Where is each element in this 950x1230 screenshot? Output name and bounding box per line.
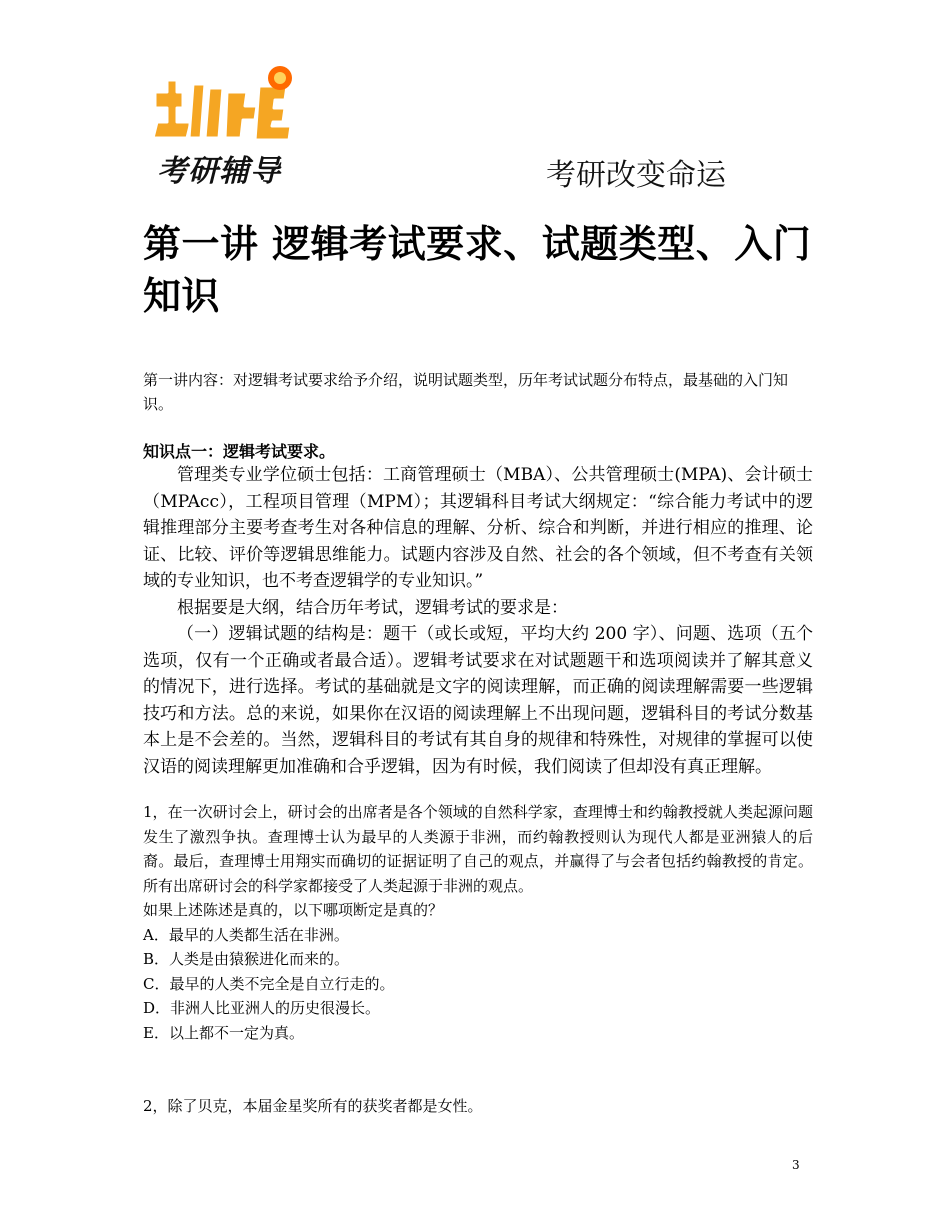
question-prompt: 如果上述陈述是真的，以下哪项断定是真的？ xyxy=(143,901,444,919)
question-1 xyxy=(143,800,813,1045)
body-paragraph: 根据要是大纲，结合历年考试，逻辑考试的要求是： xyxy=(177,597,568,618)
knowledge-point-title: 知识点一：逻辑考试要求。 xyxy=(143,442,336,461)
lecture-intro: 第一讲内容：对逻辑考试要求给予介绍，说明试题类型，历年考试试题分布特点，最基础的入门知识。 xyxy=(143,371,789,413)
lecture-title: 第一讲 逻辑考试要求、试题类型、入门知识 xyxy=(143,222,812,318)
logo-mark-icon xyxy=(147,62,297,142)
page-number: 3 xyxy=(792,1158,800,1172)
logo-subtitle: 考研辅导 xyxy=(157,154,281,189)
option-d: D．非洲人比亚洲人的历史很漫长。 xyxy=(143,999,381,1017)
knowledge-point-body xyxy=(143,462,813,780)
slogan: 考研改变命运 xyxy=(546,158,726,193)
option-c: C．最早的人类不完全是自立行走的。 xyxy=(143,974,395,993)
question-stem: 1，在一次研讨会上，研讨会的出席者是各个领域的自然科学家，查理博士和约翰教授就人类起源问题发生了激烈争执。查理博士认为最早的人类源于非洲，而约翰教授则认为现代人都是亚洲猿人的后裔。最后，查理博士用翔实而确切的证据证明了自己的观点，并赢得了与会者包括约翰教授的肯定。所有出席研讨会的科学家都接受了人类起源于非洲的观点。 xyxy=(143,803,813,895)
body-paragraph: 管理类专业学位硕士包括：工商管理硕士（MBA）、公共管理硕士(MPA)、会计硕士（MPAcc），工程项目管理（MPM）；其逻辑科目考试大纲规定：“综合能力考试中的逻辑推理部分主要考查考生对各种信息的理解、分析、综合和判断，并进行相应的推理、论证、比较、评价等逻辑思维能力。试题内容涉及自然、社会的各个领域，但不考查有关领域的专业知识，也不考查逻辑学的专业知识。” xyxy=(143,465,813,591)
logo xyxy=(147,62,297,189)
option-b: B．人类是由猿猴进化而来的。 xyxy=(143,950,350,968)
body-paragraph: （一）逻辑试题的结构是：题干（或长或短，平均大约 200 字）、问题、选项（五个选项，仅有一个正确或者最合适）。逻辑考试要求在对试题题干和选项阅读并了解其意义的情况下，进行选择。考试的基础就是文字的阅读理解，而正确的阅读理解需要一些逻辑技巧和方法。总的来说，如果你在汉语的阅读理解上不出现问题，逻辑科目的考试分数基本上是不会差的。当然，逻辑科目的考试有其自身的规律和特殊性，对规律的掌握可以使汉语的阅读理解更加准确和合乎逻辑，因为有时候，我们阅读了但却没有真正理解。 xyxy=(143,624,813,777)
option-a: A．最早的人类都生活在非洲。 xyxy=(143,925,349,944)
option-e: E．以上都不一定为真。 xyxy=(143,1023,304,1042)
question-2-stem: 2，除了贝克，本届金星奖所有的获奖者都是女性。 xyxy=(143,1097,483,1115)
